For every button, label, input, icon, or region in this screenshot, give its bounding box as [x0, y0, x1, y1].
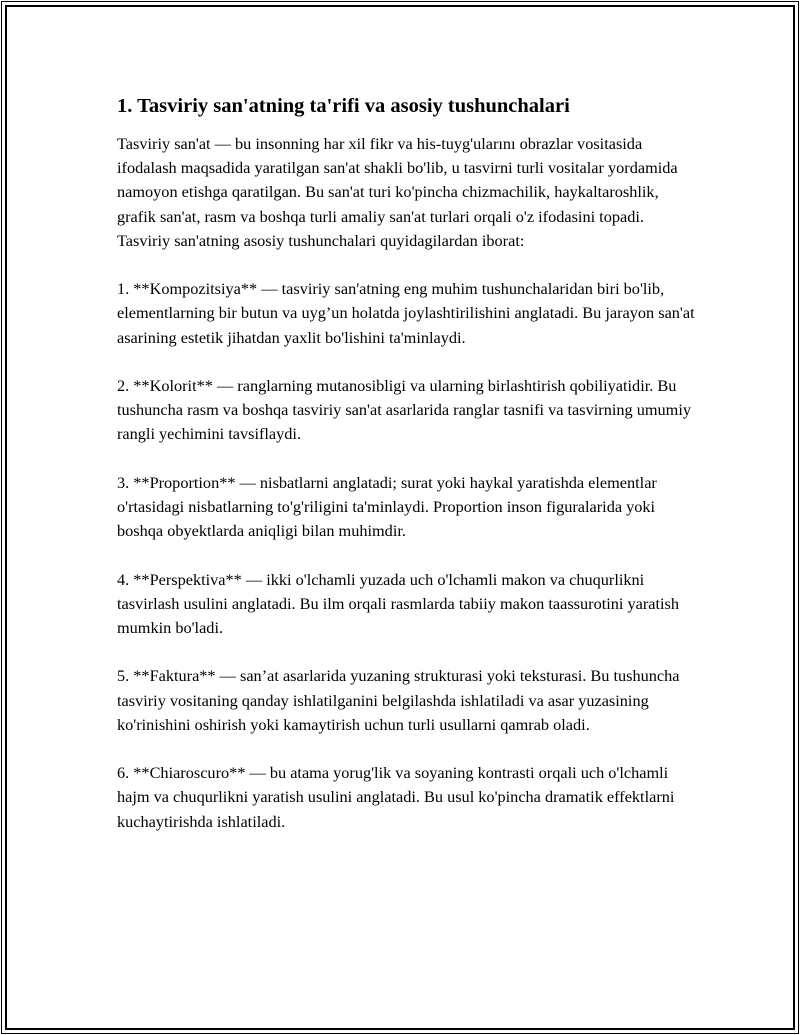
section-title: 1. Tasviriy san'atning ta'rifi va asosiy tushunchalari	[117, 95, 570, 117]
document-content	[117, 94, 697, 858]
item-kompozitsiya: 1. **Kompozitsiya** — tasviriy san'atning eng muhim tushunchalaridan biri bo'lib, elementlarning bir butun va uyg’un holatda joylashtirilishini anglatadi. Bu jarayon san'at asarining estetik jihatdan yaxlit bo'lishini ta'minlaydi.	[117, 279, 699, 347]
item-proportion: 3. **Proportion** — nisbatlarni anglatadi; surat yoki haykal yaratishda elementlar o'rtasidagi nisbatlarning to'g'riligini ta'minlaydi. Proportion inson figuralarida yoki boshqa obyektlarda aniqligi bilan muhimdir.	[117, 472, 661, 541]
item-perspektiva: 4. **Perspektiva** — ikki o'lchamli yuzada uch o'lchamli makon va chuqurlikni tasvirlash usulini anglatadi. Bu ilm orqali rasmlarda tabiiy makon taassurotini yaratish mumkin bo'ladi.	[117, 569, 684, 637]
intro-paragraph: Tasviriy san'at — bu insonning har xil fikr va his-tuyg'ularını obrazlar vositasida ifodalash maqsadida yaratilgan san'at shakli bo'lib, u tasvirni turli vositalar yordamida namoyon etishga qaratilgan. Bu san'at turi ko'pincha chizmachilik, haykaltaroshlik, grafik san'at, rasm va boshqa turli amaliy san'at turlari orqali o'z ifodasini topadi. Tasviriy san'atning asosiy tushunchalari quyidagilardan iborat:	[117, 134, 682, 250]
item-chiaroscuro: 6. **Chiaroscuro** — bu atama yorug'lik va soyaning kontrasti orqali uch o'lchamli hajm va chuqurlikni yaratish usulini anglatadi. Bu usul ko'pincha dramatik effektlarni kuchaytirishda ishlatiladi.	[117, 763, 679, 831]
item-faktura: 5. **Faktura** — san’at asarlarida yuzaning strukturasi yoki teksturasi. Bu tushuncha tasviriy vositaning qanday ishlatilganini belgilashda ishlatiladi va asar yuzasining ko'rinishini oshirish yoki kamaytirish uchun turli usullarni qamrab oladi.	[117, 666, 684, 734]
item-kolorit: 2. **Kolorit** — ranglarning mutanosibligi va ularning birlashtirish qobiliyatidir. Bu tushuncha rasm va boshqa tasviriy san'at asarlarida ranglar tasnifi va tasvirning umumiy rangli yechimini tavsiflaydi.	[117, 376, 696, 444]
